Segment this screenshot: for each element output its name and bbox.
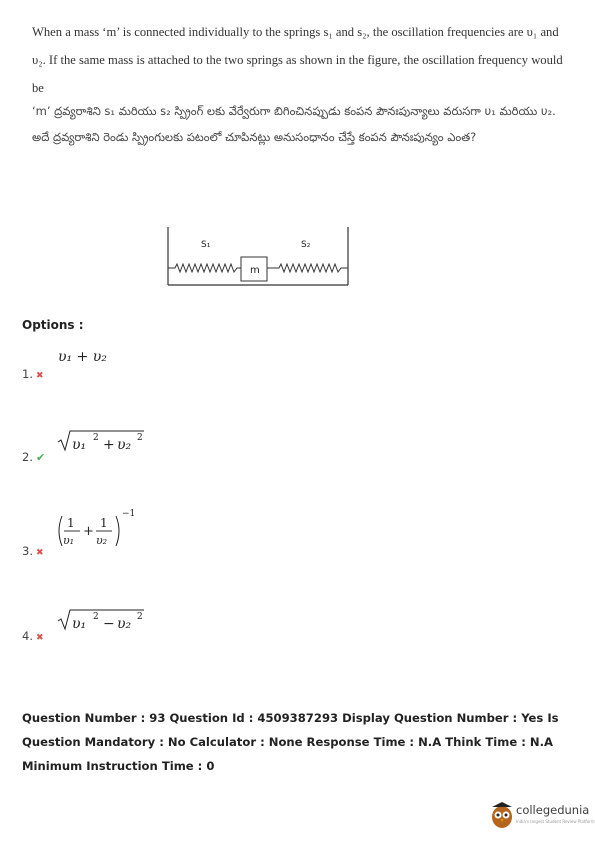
spring-mass-figure — [167, 225, 349, 287]
spring-s2-label: S₂ — [301, 240, 311, 250]
wrong-mark-icon: ✖ — [35, 371, 44, 381]
collegedunia-logo[interactable] — [490, 800, 595, 834]
svg-text:2: 2 — [137, 612, 143, 622]
options-title: Options : — [22, 318, 84, 332]
option-3-formula — [54, 506, 154, 548]
question-metadata: Question Number : 93 Question Id : 4509387293 Display Question Number : Yes Is Question Mandatory : No Calculator : None Response Time : N.A Think Time : N.A Minimum Instruction Time : 0 — [22, 711, 559, 773]
option-number: 2. — [22, 450, 33, 464]
svg-text:1: 1 — [67, 516, 75, 530]
question-english: When a mass ‘m’ is connected individually to the springs s₁ and s₂, the oscillation frequencies are υ₁ and υ₂. If the same mass is attached to the two springs as shown in the figure, the oscillation frequency would be — [32, 25, 563, 95]
svg-text:υ₁: υ₁ — [63, 534, 75, 547]
svg-text:1: 1 — [100, 516, 108, 530]
option-1[interactable] — [22, 367, 44, 381]
question-telugu: ‘m’ ద్రవ్యరాశిని s₁ మరియు s₂ స్ప్రింగ్ లకు వేర్వేరుగా బిగించినప్పుడు కంపన పౌనఃపున్యాలు వరుసగా υ₁ మరియు υ₂. అదే ద్రవ్యరాశిని రెండు స్ప్రింగులకు పటంలో చూపినట్లు అనుసంధానం చేస్తే కంపన పౌనఃపున్యం ఎంత? — [32, 104, 556, 144]
option-2[interactable] — [22, 450, 45, 464]
svg-text:2: 2 — [137, 433, 143, 443]
svg-text:υ₁: υ₁ — [72, 616, 87, 632]
option-2-formula — [56, 428, 146, 454]
svg-text:υ₁: υ₁ — [72, 437, 87, 453]
svg-text:υ₂: υ₂ — [96, 534, 108, 547]
mass-label: m — [250, 265, 260, 276]
option-4[interactable] — [22, 629, 44, 643]
check-mark-icon: ✔ — [35, 451, 46, 464]
option-4-formula — [56, 607, 146, 633]
spring-s1 — [168, 264, 241, 272]
option-3[interactable] — [22, 544, 44, 558]
svg-text:+: + — [83, 524, 94, 539]
svg-text:−1: −1 — [122, 509, 136, 519]
svg-text:υ₂: υ₂ — [117, 616, 132, 632]
option-1-formula: υ₁ + υ₂ — [58, 349, 107, 365]
svg-text:υ₂: υ₂ — [117, 437, 132, 453]
wrong-mark-icon: ✖ — [35, 633, 44, 643]
svg-text:−: − — [103, 616, 115, 632]
spring-s1-label: S₁ — [201, 240, 211, 250]
spring-s2 — [267, 264, 348, 272]
logo-tagline: India's largest Student Review Platform — [516, 819, 595, 824]
owl-icon — [490, 800, 514, 830]
svg-text:2: 2 — [93, 433, 99, 443]
logo-name: collegedunia — [516, 803, 590, 817]
wrong-mark-icon: ✖ — [35, 548, 44, 558]
svg-text:2: 2 — [93, 612, 99, 622]
option-number: 4. — [22, 629, 33, 643]
option-number: 3. — [22, 544, 33, 558]
svg-text:+: + — [103, 437, 115, 453]
option-number: 1. — [22, 367, 33, 381]
